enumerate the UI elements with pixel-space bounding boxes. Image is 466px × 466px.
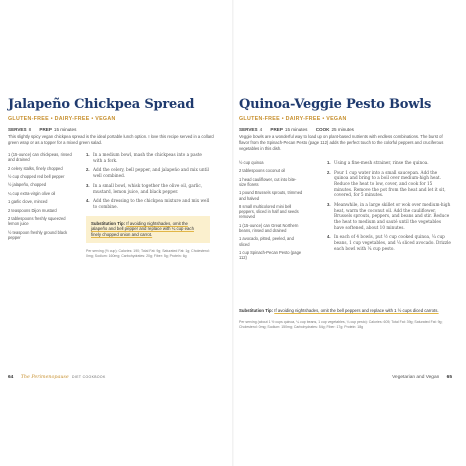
step-list: [327, 160, 451, 256]
substitution-tip: [86, 216, 210, 243]
step-number: 4.: [327, 234, 331, 240]
prep-label: PREP: [39, 127, 52, 132]
book-title-small: DIET COOKBOOK: [72, 375, 106, 379]
tip-text: If avoiding nightshades, omit the jalapeño and bell pepper and replace with ¼ cup each finely chopped onion and carrot.: [91, 220, 194, 238]
recipe-title: Quinoa-Veggie Pesto Bowls: [239, 97, 432, 112]
recipe-intro: Veggie bowls are a wonderful way to load up on plant-based nutrients with endless combinations. The burst of flavor from the Spinach-Pecan Pesto (page 112) adds the perfect touch to the colorful peppers and cruciferous vegetables in this dish.: [239, 134, 444, 151]
step-text: Meanwhile, in a large skillet or wok over medium-high heat, warm the coconut oil. Add the cauliflower, Brussels sprouts, peppers, and beans and stir. Reduce the heat to medium and sauté until the vegetables have softened, about 10 minutes.: [334, 202, 451, 230]
tip-text: If avoiding nightshades, omit the bell peppers and replace with 1 ½ cups diced carrots.: [274, 308, 439, 313]
ingredient-item: ½ cup quinoa: [239, 160, 264, 165]
ingredient-item: ½ cup chopped red bell pepper: [8, 173, 65, 179]
step-number: 1.: [86, 152, 90, 157]
step-number: 2.: [86, 167, 90, 173]
step-item: [86, 198, 210, 209]
step-number: 3.: [327, 202, 331, 208]
ingredient-item: 2 celery stalks, finely chopped: [8, 165, 63, 171]
diet-tags: GLUTEN-FREE • DAIRY-FREE • VEGAN: [8, 116, 116, 122]
page-number: 64: [8, 375, 14, 380]
step-text: Add the dressing to the chickpea mixture and mix well to combine.: [93, 198, 210, 210]
step-item: [86, 152, 210, 163]
section-name: Vegetarian and Vegan: [392, 375, 440, 380]
ingredient-list: [8, 152, 72, 243]
left-page: [8, 0, 229, 466]
step-item: [327, 160, 451, 166]
step-text: In a small bowl, whisk together the olive oil, garlic, mustard, lemon juice, and black pepper.: [93, 182, 203, 194]
ingredient-item: 1 avocado, pitted, peeled, and sliced: [239, 236, 294, 247]
step-text: Add the celery, bell pepper, and jalapeño and mix until well combined.: [93, 167, 209, 179]
right-page: [239, 0, 460, 466]
ingredient-item: 1 head cauliflower, cut into bite-size florets: [239, 176, 297, 187]
recipe-meta: [239, 127, 354, 132]
step-number: 4.: [86, 198, 90, 204]
substitution-tip: [239, 308, 452, 314]
recipe-intro: This slightly spicy vegan chickpea spread is the ideal portable lunch option. I love this recipe served in a collard green wrap or as a topper for a mixed green salad.: [8, 134, 214, 145]
ingredient-item: 1 pound Brussels sprouts, trimmed and halved: [239, 190, 303, 201]
recipe-meta: [8, 127, 76, 132]
cook-label: COOK: [315, 127, 330, 132]
nutrition-info: Per serving (about 1 ½ cups quinoa, ¼ cup beans, 1 cup vegetables, ¼ cup pesto): Calories: 605; Total Fat: 39g; Saturated Fat: 9g; Cholesterol: 0mg; Sodium: 150mg; Carbohydrates: 54g; Fiber: 17g; Protein: 18g: [239, 319, 443, 329]
serves-value: 4: [259, 127, 263, 132]
right-footer: [392, 375, 452, 380]
cook-value: 25 minutes: [331, 127, 354, 132]
page-gutter: [232, 0, 234, 466]
recipe-title: Jalapeño Chickpea Spread: [8, 97, 195, 112]
ingredient-item: ¼ cup extra-virgin olive oil: [8, 190, 56, 196]
step-text: Using a fine-mesh strainer, rinse the quinoa.: [334, 160, 429, 165]
step-item: [86, 167, 210, 178]
ingredient-list: [239, 160, 303, 264]
ingredient-item: 2 tablespoons freshly squeezed lemon juice: [8, 215, 66, 227]
ingredient-item: 1 (15-ounce) can chickpeas, rinsed and drained: [8, 152, 72, 163]
step-number: 3.: [86, 182, 90, 188]
step-item: [327, 234, 451, 251]
ingredient-item: ½ teaspoon freshly ground black pepper: [8, 229, 68, 240]
prep-value: 15 minutes: [53, 127, 77, 132]
step-text: Pour 1 cup water into a small saucepan. Add the quinoa and bring to a boil over medium-high heat. Reduce the heat to low, cover, and cook for 15 minutes. Remove the pot from the heat and let it sit, covered, for 5 minutes.: [334, 169, 446, 198]
ingredient-item: ½ jalapeño, chopped: [8, 182, 47, 188]
prep-label: PREP: [270, 127, 283, 132]
prep-value: 15 minutes: [284, 127, 308, 132]
step-item: [327, 202, 451, 230]
book-brand: The Perimenopause: [20, 375, 69, 380]
step-item: [86, 183, 210, 194]
serves-label: SERVES: [8, 127, 27, 132]
ingredient-item: 8 small multicolored mini bell peppers, sliced in half and seeds removed: [239, 203, 299, 220]
ingredient-item: 2 tablespoons coconut oil: [239, 168, 286, 174]
serves-value: 8: [28, 127, 32, 132]
right-tip-area: [239, 302, 452, 330]
page-number: 65: [446, 375, 452, 380]
ingredient-item: 1 cup Spinach-Pecan Pesto (page 112): [239, 249, 302, 261]
step-number: 2.: [327, 169, 331, 175]
step-list: [86, 152, 210, 259]
ingredient-item: 1 garlic clove, minced: [8, 199, 48, 205]
nutrition-info: Per serving (½ cup): Calories: 190; Total Fat: 9g; Saturated Fat: 1g; Cholesterol: 0mg; Sodium: 160mg; Carbohydrates: 20g; Fiber: 5g; Protein: 6g: [86, 249, 210, 259]
left-footer: [8, 375, 106, 380]
step-number: 1.: [327, 160, 331, 165]
ingredient-item: 1 (15-ounce) can Great Northern beans, rinsed and drained: [239, 222, 299, 233]
ingredient-item: 2 teaspoons Dijon mustard: [8, 207, 57, 213]
step-text: In each of 4 bowls, put ½ cup cooked quinoa, ¼ cup beans, 1 cup vegetables, and ¼ sliced avocado. Drizzle each bowl with ¼ cup pesto.: [334, 234, 451, 251]
step-item: [327, 170, 451, 198]
tip-label: Substitution Tip:: [91, 220, 126, 226]
tip-label: Substitution Tip:: [239, 308, 274, 313]
step-text: In a medium bowl, mash the chickpeas into a paste with a fork.: [93, 152, 202, 163]
serves-label: SERVES: [239, 127, 258, 132]
diet-tags: GLUTEN-FREE • DAIRY-FREE • VEGAN: [239, 116, 347, 122]
